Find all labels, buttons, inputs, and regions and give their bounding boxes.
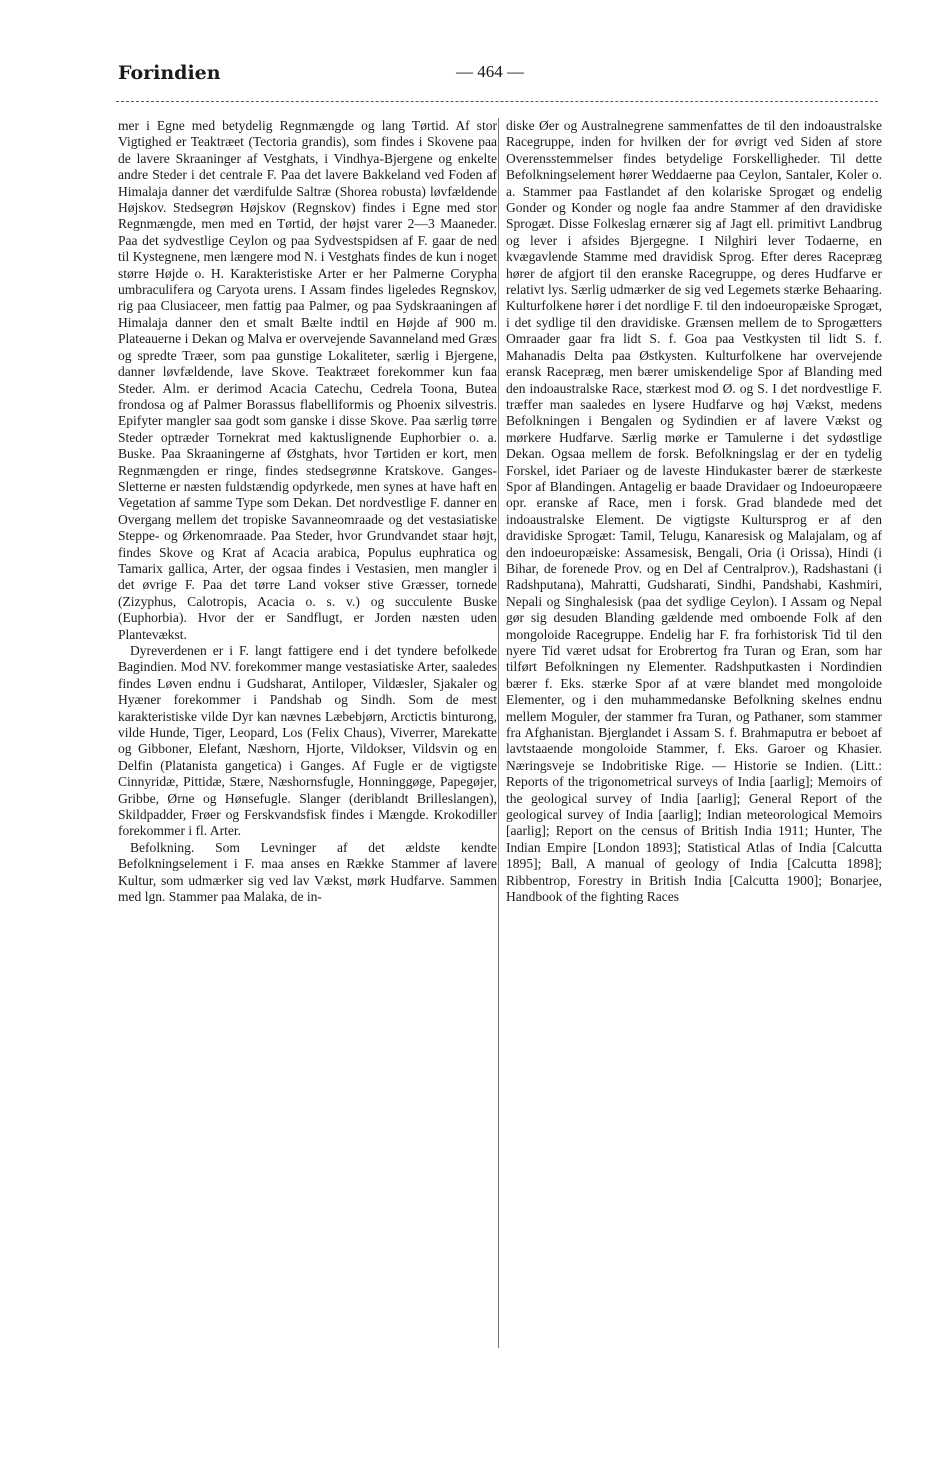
- paragraph-fauna: Dyreverdenen er i F. langt fattigere end i det tyndere befolkede Bagindien. Mod NV. forekommer mange vestasiatiske Arter, saaledes findes Løven endnu i Gudsharat, Antiloper, Vildæsler, Sjakaler og Hyæner forekommer i Pandshab og Sindh. Som de mest karakteristiske vilde Dyr kan nævnes Læbebjørn, Arctictis binturong, vilde Hunde, Tiger, Leopard, Los (Felix Chaus), Viverrer, Marekatte og Gibboner, Elefant, Næshorn, Hjorte, Vildokser, Vildsvin og en Delfin (Platanista gangetica) i Ganges. Af Fugle er de vigtigste Cinnyridæ, Pittidæ, Stære, Næshornsfugle, Honninggøge, Papegøjer, Gribbe, Ørne og Hønsefugle. Slanger (deriblandt Brilleslangen), Skildpadder, Frøer og Ferskvandsfisk findes i Mængde. Krokodiller forekommer i fl. Arter.: [118, 643, 497, 839]
- header-rule: [116, 101, 878, 102]
- running-header-title: Forindien: [118, 62, 221, 84]
- paragraph-population-continued: diske Øer og Australnegrene sammenfattes de til den indoaustralske Racegruppe, inden for hvilken der for øvrigt ved Siden af store Overensstemmelser findes betydelige Forskelligheder. Til dette Befolkningselement hører Weddaerne paa Ceylon, Santaler, Koler o. a. Stammer paa Fastlandet af den kolariske Sprogæt og endelig Gonder og Konder og nogle faa andre Stammer af den dravidiske Sprogæt. Disse Folkeslag ernærer sig af Jagt ell. primitivt Landbrug og lever i afsides Bjergegne. I Nilghiri lever Todaerne, en kvægavlende Stamme med dravidisk Sprog. Efter deres Racepræg hører de afgjort til den eranske Racegruppe, og deres Hudfarve er relativt lys. Særlig udmærker de sig ved Legemets stærke Behaaring. Kulturfolkene hører i det nordlige F. til den indoeuropæiske Sprogæt, i det sydlige til den dravidiske. Grænsen mellem de to Sprogætters Omraader gaar fra lidt S. f. Goa paa Vestkysten til lidt S. f. Mahanadis Delta paa Østkysten. Kulturfolkene har overvejende eransk Racepræg, men bærer umiskendelige Spor af Blanding med den indoaustralske Race, stærkest mod Ø. og S. I det nordvestlige F. træffer man saaledes en lysere Hudfarve og høj Vækst, medens Befolkningen i Bengalen og Sydindien er af lavere Vækst og mørkere Hudfarve. Særlig mørke er Tamulerne i det sydøstlige Dekan. Ogsaa mellem de forsk. Befolkningslag er der en tydelig Forskel, idet Pariaer og de laveste Hindukaster bærer de stærkeste Spor af Blandingen. Antagelig er baade Dravidaer og Indoeuropæere opr. eranske af Race, men i forsk. Grad blandede med det indoaustralske Element. De vigtigste Kultursprog er af den dravidiske Sprogæt: Tamil, Telugu, Kanaresisk og Malajalam, og af den indoeuropæiske: Assamesisk, Bengali, Oria (i Orissa), Hindi (i Bihar, de forenede Prov. og en Del af Centralprov.), Radshastani (i Radshputana), Mahratti, Gudsharati, Sindhi, Pandshabi, Kashmiri, Nepali og Singhalesisk (paa det sydlige Ceylon). I Assam og Nepal gør sig desuden Blanding gældende med omboende Folk af den mongoloide Racegruppe. Endelig har F. fra forhistorisk Tid til den nyere Tid været udsat for Erobrertog fra Turan og Eran, som har tilført Befolkningen ny Elementer. Radshputkasten i Nordindien bærer f. Eks. stærke Spor af at være blandet med mongoloide Elementer, og i den muhammedanske Befolkning skelnes endnu mellem Moguler, der stammer fra Turan, og Pathaner, som stammer fra Afghanistan. Bjerglandet i Assam S. f. Brahmaputra er beboet af lavtstaaende mongoloide Stammer, f. Eks. Garoer og Khasier. Næringsveje se Indobritiske Rige. — Historie se Indien. (Litt.: Reports of the trigonometrical surveys of India [aarlig]; Memoirs of the geological survey of India [aarlig]; General Report of the geological survey of India [aarlig]; Indian meteorological Memoirs [aarlig]; Report on the census of British India 1911; Hunter, The Indian Empire [London 1893]; Statistical Atlas of India [Calcutta 1895]; Ball, A manual of geology of India [Calcutta 1898]; Ribbentrop, Forestry in British India [Calcutta 1900]; Bonarjee, Handbook of the fighting Races: [506, 118, 882, 905]
- page-number: — 464 —: [456, 62, 524, 81]
- paragraph-vegetation: mer i Egne med betydelig Regnmængde og lang Tørtid. Af stor Vigtighed er Teaktræet (Tectoria grandis), som findes i Skovene paa de lavere Skraaninger af Vestghats, i Vindhya-Bjergene og enkelte andre Steder i det centrale F. Paa det lavere Bakkeland ved Foden af Himalaja danner det værdifulde Saltræ (Shorea robusta) løvfældende Højskov. Stedsegrøn Højskov (Regnskov) findes i Egne med stor Regnmængde, men med en Tørtid, der højst varer 2—3 Maaneder. Paa det sydvestlige Ceylon og paa Sydvestspidsen af F. gaar de ned til Kystegnene, men længere mod N. i Vestghats findes de kun i noget større Højde o. H. Karakteristiske Arter er her Palmerne Corypha umbraculifera og Caryota urens. I Assam findes ligeledes Regnskov, rig paa Clusiaceer, men fattig paa Palmer, og paa Sydskraaningen af Himalaja danner den et smalt Bælte indtil en Højde af 900 m. Plateauerne i Dekan og Malva er overvejende Savanneland med Græs og spredte Træer, som paa gunstige Lokaliteter, særlig i Bjergene, danner løvfældende, lave Skove. Teaktræet forekommer kun faa Steder. Alm. er derimod Acacia Catechu, Cedrela Toona, Butea frondosa og af Palmer Borassus flabelliformis og Phoenix silvestris. Epifyter mangler saa godt som ganske i disse Skove. Paa særlig tørre Steder optræder Tornekrat med kaktuslignende Euphorbier o. a. Buske. Paa Skraaningerne af Østghats, hvor Tørtiden er kort, men Regnmængden er ringe, findes stedsegrønne Kratskove. Ganges-Sletterne er næsten fuldstændig opdyrkede, men synes at have haft en Vegetation af samme Type som Dekan. Det nordvestlige F. danner en Overgang mellem det tropiske Savanneomraade og det vestasiatiske Steppe- og Ørkenomraade. Paa Steder, hvor Grundvandet staar højt, findes Skove og Krat af Acacia arabica, Populus euphratica og Tamarix gallica, Arter, der ogsaa findes i Vestasien, men mangler i det øvrige F. Paa det tørre Land vokser stive Græsser, tornede (Zizyphus, Calotropis, Acacia o. s. v.) og succulente Buske (Euphorbia). Hvor der er Sandflugt, er Jorden næsten uden Plantevækst.: [118, 118, 497, 642]
- column-divider: [498, 118, 499, 1348]
- right-column: [506, 118, 882, 1348]
- paragraph-population: Befolkning. Som Levninger af det ældste kendte Befolkningselement i F. maa anses en Række Stammer af lavere Kultur, som udmærker sig ved lav Vækst, mørk Hudfarve. Sammen med lgn. Stammer paa Malaka, de in-: [118, 839, 497, 905]
- left-column: [118, 118, 497, 1348]
